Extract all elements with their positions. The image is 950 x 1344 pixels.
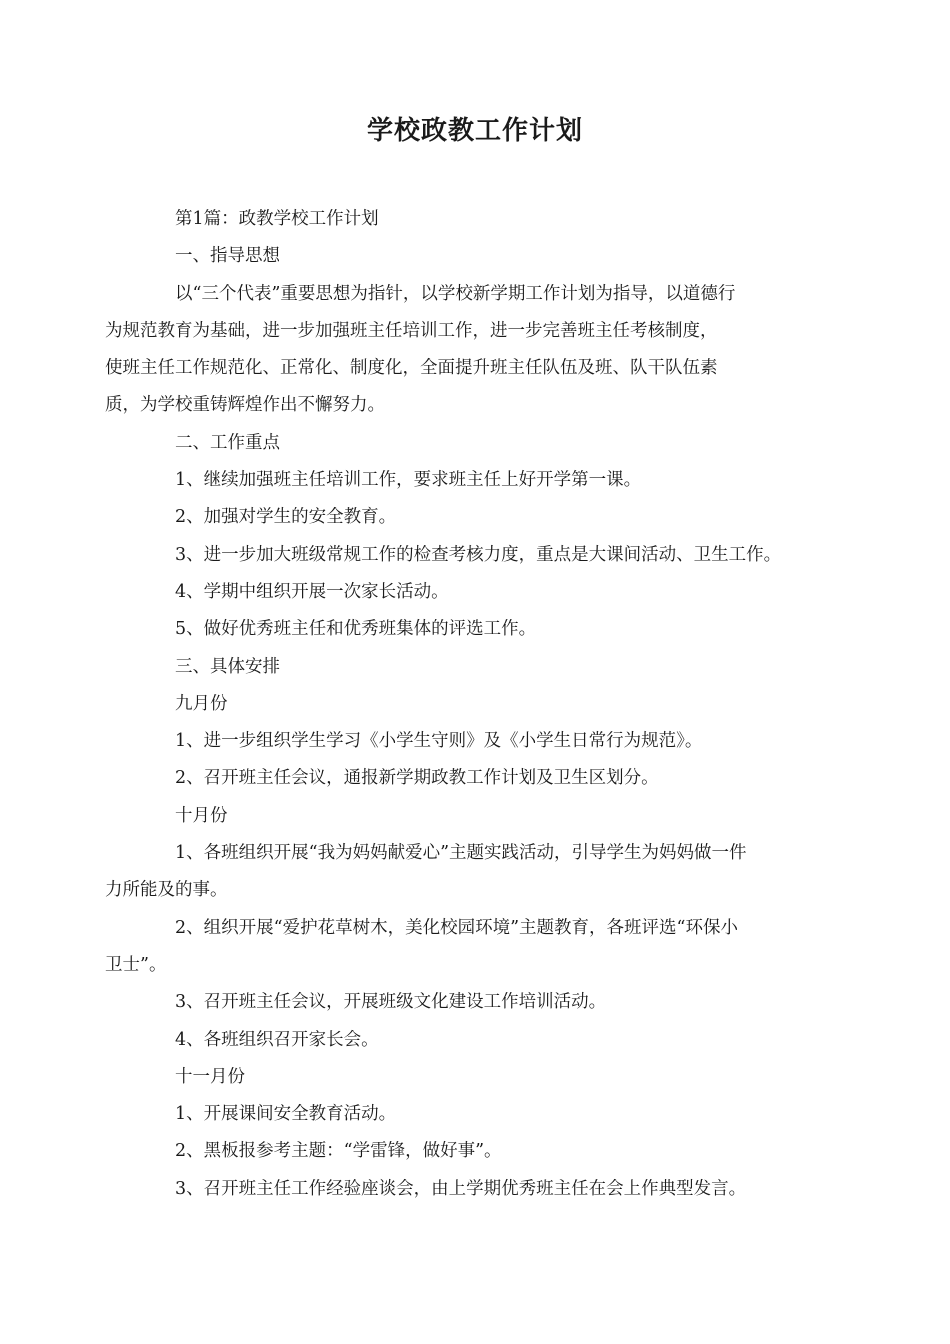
text-line: 3、召开班主任工作经验座谈会，由上学期优秀班主任在会上作典型发言。: [175, 1178, 747, 1199]
paragraph: [140, 238, 830, 275]
paragraph: [140, 760, 830, 797]
text-line: 1、开展课间安全教育活动。: [175, 1104, 397, 1125]
text-line: 3、进一步加大班级常规工作的检查考核力度，重点是大课间活动、卫生工作。: [175, 544, 782, 565]
text-line: 质，为学校重铸辉煌作出不懈努力。: [105, 395, 385, 416]
text-line: 为规范教育为基础，进一步加强班主任培训工作，进一步完善班主任考核制度，: [105, 320, 718, 341]
document-title: 学校政教工作计划: [366, 116, 583, 146]
paragraph: [140, 462, 830, 499]
text-line: 4、学期中组织开展一次家长活动。: [175, 581, 449, 602]
text-line: 5、做好优秀班主任和优秀班集体的评选工作。: [175, 619, 537, 640]
text-line: 一、指导思想: [175, 246, 280, 267]
text-line: 3、召开班主任会议，开展班级文化建设工作培训活动。: [175, 992, 607, 1013]
paragraph: [140, 798, 830, 835]
document-body: [105, 201, 830, 1208]
text-line: 第1篇：政教学校工作计划: [175, 209, 379, 229]
paragraph: [140, 537, 830, 574]
paragraph: [140, 649, 830, 686]
paragraph: [140, 1059, 830, 1096]
paragraph: [105, 276, 830, 425]
paragraph: [140, 425, 830, 462]
paragraph: [140, 1171, 830, 1208]
text-line: 十月份: [175, 805, 228, 826]
paragraph: [105, 835, 830, 910]
text-line: 十一月份: [175, 1066, 245, 1087]
text-line: 以“三个代表”重要思想为指针，以学校新学期工作计划为指导，以道德行: [175, 283, 736, 304]
text-line: 2、黑板报参考主题：“学雷锋，做好事”。: [175, 1141, 502, 1162]
paragraph: [140, 1096, 830, 1133]
text-line: 二、工作重点: [175, 432, 280, 453]
paragraph: [140, 686, 830, 723]
paragraph: [140, 984, 830, 1021]
text-line: 1、继续加强班主任培训工作，要求班主任上好开学第一课。: [175, 470, 642, 491]
paragraph: [105, 910, 830, 985]
paragraph: [140, 1022, 830, 1059]
text-line: 九月份: [175, 693, 228, 714]
text-line: 2、加强对学生的安全教育。: [175, 507, 397, 528]
paragraph: [140, 1133, 830, 1170]
text-line: 三、具体安排: [175, 656, 280, 677]
paragraph: [140, 499, 830, 536]
paragraph: [140, 201, 830, 238]
text-line: 1、进一步组织学生学习《小学生守则》及《小学生日常行为规范》。: [175, 731, 703, 752]
text-line: 卫士”。: [105, 954, 167, 975]
text-line: 力所能及的事。: [105, 880, 228, 901]
text-line: 1、各班组织开展“我为妈妈献爱心”主题实践活动，引导学生为妈妈做一件: [175, 843, 747, 864]
text-line: 使班主任工作规范化、正常化、制度化，全面提升班主任队伍及班、队干队伍素: [105, 358, 718, 379]
text-line: 4、各班组织召开家长会。: [175, 1029, 379, 1050]
text-line: 2、组织开展“爱护花草树木，美化校园环境”主题教育，各班评选“环保小: [175, 917, 738, 938]
paragraph: [140, 723, 830, 760]
paragraph: [140, 574, 830, 611]
text-line: 2、召开班主任会议，通报新学期政教工作计划及卫生区划分。: [175, 768, 659, 789]
paragraph: [140, 611, 830, 648]
